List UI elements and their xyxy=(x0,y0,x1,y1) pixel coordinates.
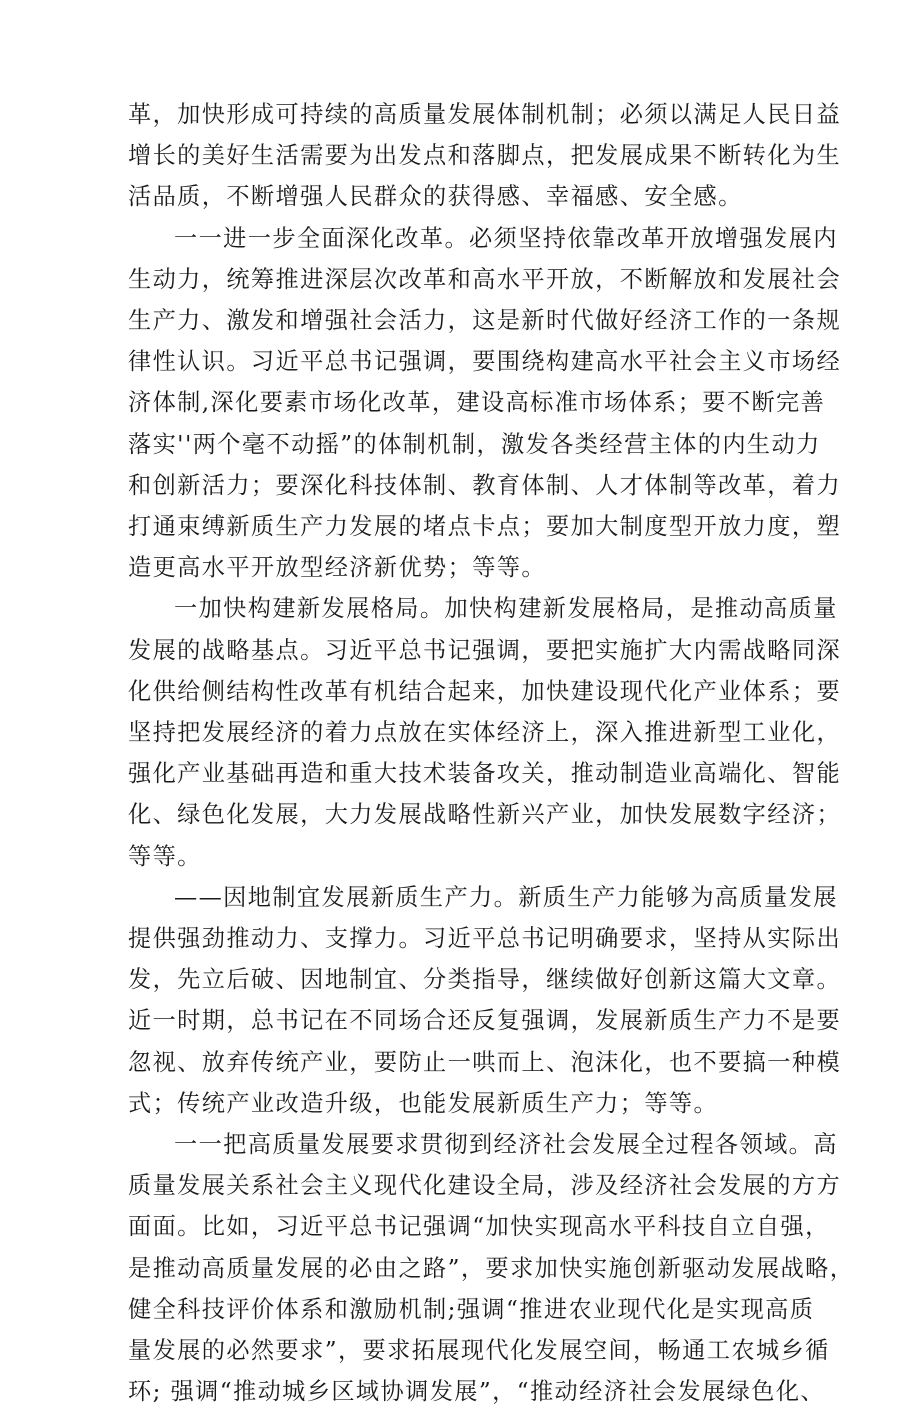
text-line: 打通束缚新质生产力发展的堵点卡点；要加大制度型开放力度，塑 xyxy=(128,513,842,541)
paragraph-high-quality-development xyxy=(128,1124,855,1412)
paragraph-development-pattern xyxy=(128,588,842,876)
text-line: 面面。比如，习近平总书记强调“加快实现高水平科技自立自强， xyxy=(128,1213,830,1241)
text-line: 量发展的必然要求”，要求拓展现代化发展空间，畅通工农城乡循 xyxy=(128,1337,830,1365)
text-line: 等等。 xyxy=(128,842,202,870)
text-line: 式；传统产业改造升级，也能发展新质生产力；等等。 xyxy=(128,1089,719,1117)
text-line: 生产力、激发和增强社会活力，这是新时代做好经济工作的一条规 xyxy=(128,307,842,335)
text-line: 增长的美好生活需要为出发点和落脚点，把发展成果不断转化为生 xyxy=(128,142,842,170)
text-line: 一一把高质量发展要求贯彻到经济社会发展全过程各领域。高 xyxy=(174,1131,838,1159)
paragraph-continuation xyxy=(128,94,842,218)
text-line: 落实''两个毫不动摇”的体制机制，激发各类经营主体的内生动力 xyxy=(128,430,821,458)
text-line: 发，先立后破、因地制宜、分类指导，继续做好创新这篇大文章。 xyxy=(128,966,842,994)
text-line: 坚持把发展经济的着力点放在实体经济上，深入推进新型工业化， xyxy=(128,719,842,747)
text-line: 发展的战略基点。习近平总书记强调，要把实施扩大内需战略同深 xyxy=(128,636,842,664)
text-line: 律性认识。习近平总书记强调，要围绕构建高水平社会主义市场经 xyxy=(128,348,842,376)
text-line: 和创新活力；要深化科技体制、教育体制、人才体制等改革，着力 xyxy=(128,471,842,499)
text-line: 健全科技评价体系和激励机制;强调“推进农业现代化是实现高质 xyxy=(128,1295,815,1323)
text-line: 质量发展关系社会主义现代化建设全局，涉及经济社会发展的方方 xyxy=(128,1172,842,1200)
text-line: ——因地制宜发展新质生产力。新质生产力能够为高质量发展 xyxy=(174,883,838,911)
paragraph-deepen-reform xyxy=(128,218,842,589)
text-line: 生动力，统筹推进深层次改革和高水平开放，不断解放和发展社会 xyxy=(128,265,842,293)
document-page xyxy=(128,94,855,1413)
text-line: 忽视、放弃传统产业，要防止一哄而上、泡沫化，也不要搞一种模 xyxy=(128,1048,842,1076)
text-line: 提供强劲推动力、支撑力。习近平总书记明确要求，坚持从实际出 xyxy=(128,925,842,953)
text-line: 活品质，不断增强人民群众的获得感、幸福感、安全感。 xyxy=(128,183,743,211)
text-line: 一一进一步全面深化改革。必须坚持依靠改革开放增强发展内 xyxy=(174,224,838,252)
text-line: 一加快构建新发展格局。加快构建新发展格局，是推动高质量 xyxy=(174,595,838,623)
text-line: 是推动高质量发展的必由之路”，要求加快实施创新驱动发展战略， xyxy=(128,1254,855,1282)
text-line: 强化产业基础再造和重大技术装备攻关，推动制造业高端化、智能 xyxy=(128,760,842,788)
text-line: 化、绿色化发展，大力发展战略性新兴产业，加快发展数字经济； xyxy=(128,801,842,829)
text-line: 化供给侧结构性改革有机结合起来，加快建设现代化产业体系；要 xyxy=(128,677,842,705)
paragraph-new-quality-productivity xyxy=(128,877,842,1124)
text-line: 济体制,深化要素市场化改革，建设高标准市场体系；要不断完善 xyxy=(128,389,826,417)
text-line: 造更高水平开放型经济新优势；等等。 xyxy=(128,554,546,582)
text-line: 革，加快形成可持续的高质量发展体制机制；必须以满足人民日益 xyxy=(128,101,842,128)
text-line: 近一时期，总书记在不同场合还反复强调，发展新质生产力不是要 xyxy=(128,1007,842,1035)
text-line: 环; 强调“推动城乡区域协调发展”，“推动经济社会发展绿色化、 xyxy=(128,1378,826,1406)
